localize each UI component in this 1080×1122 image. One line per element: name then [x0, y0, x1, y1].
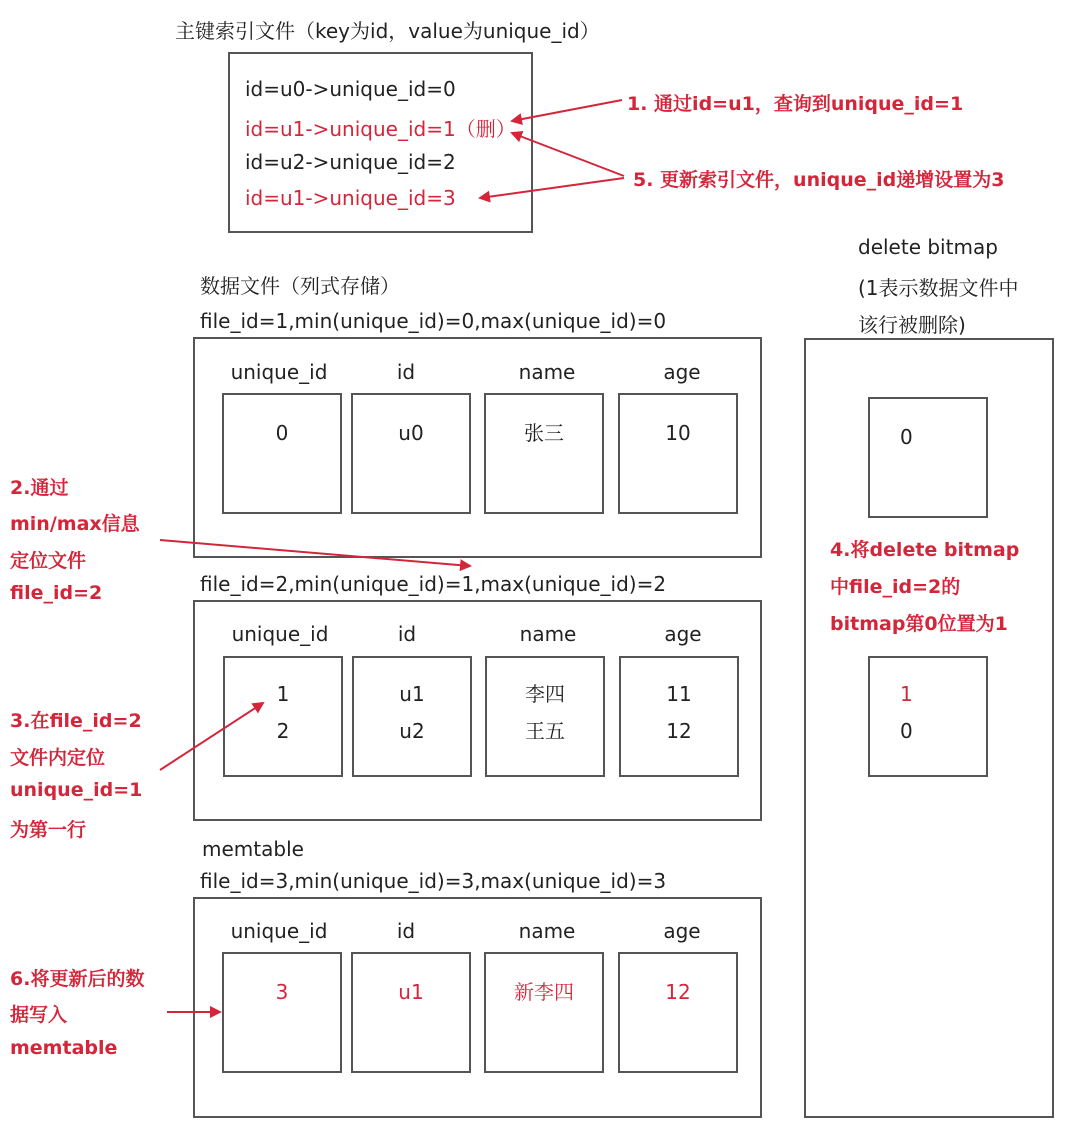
data-file-title: 数据文件（列式存储） [200, 274, 400, 298]
file2-cell-age: 11 12 [619, 656, 739, 777]
index-line-1: id=u1->unique_id=1（删） [245, 117, 516, 141]
note-step2-line2: 定位文件 [10, 550, 87, 572]
arrow-step2 [160, 540, 470, 566]
file1-header-age: age [663, 360, 701, 384]
note-step2-line0: 2.通过 [10, 477, 69, 499]
file2-header-name: name [519, 622, 577, 646]
note-step3-line3: 为第一行 [10, 819, 87, 841]
bitmap-file2-cell: 1 0 [868, 656, 988, 777]
bitmap-title-1: (1表示数据文件中 [858, 276, 1019, 300]
note-step6-line2: memtable [10, 1037, 118, 1059]
memtable-cell-age: 12 [618, 952, 738, 1073]
arrow-step1 [512, 100, 622, 121]
file2-header-age: age [664, 622, 702, 646]
file1-cell-age: 10 [618, 393, 738, 514]
note-step3-line0: 3.在file_id=2 [10, 710, 142, 732]
file1-header-unique-id: unique_id [230, 360, 328, 384]
note-step4-line1: 中file_id=2的 [830, 576, 961, 598]
arrow-step3 [160, 703, 263, 770]
file1-label: file_id=1,min(unique_id)=0,max(unique_id)=0 [200, 309, 667, 333]
file1-cell-id: u0 [351, 393, 471, 514]
note-step6-line1: 据写入 [10, 1004, 68, 1026]
index-line-0: id=u0->unique_id=0 [245, 77, 456, 101]
memtable-header-name: name [518, 919, 576, 943]
file1-header-name: name [518, 360, 576, 384]
note-step3-line2: unique_id=1 [10, 779, 143, 801]
file2-header-unique-id: unique_id [231, 622, 329, 646]
note-step4-line0: 4.将delete bitmap [830, 539, 1020, 561]
index-file-title: 主键索引文件（key为id，value为unique_id） [175, 19, 600, 43]
note-step6-line0: 6.将更新后的数 [10, 968, 145, 990]
file1-cell-name: 张三 [484, 393, 604, 514]
note-step4-line2: bitmap第0位置为1 [830, 613, 1008, 635]
memtable-header-id: id [396, 919, 416, 943]
memtable-cell-name: 新李四 [484, 952, 604, 1073]
file2-cell-id: u1 u2 [352, 656, 472, 777]
memtable-header-age: age [663, 919, 701, 943]
file1-cell-unique-id: 0 [222, 393, 342, 514]
memtable-cell-id: u1 [351, 952, 471, 1073]
note-step2-line1: min/max信息 [10, 513, 140, 535]
bitmap-title-2: 该行被删除) [858, 313, 966, 337]
index-line-2: id=u2->unique_id=2 [245, 150, 456, 174]
bitmap-title-0: delete bitmap [858, 235, 998, 259]
note-step3-line1: 文件内定位 [10, 747, 106, 769]
file2-label: file_id=2,min(unique_id)=1,max(unique_id)=2 [200, 572, 667, 596]
arrow-step5-lower [480, 178, 624, 198]
memtable-header-unique-id: unique_id [230, 919, 328, 943]
file2-cell-name: 李四 王五 [485, 656, 605, 777]
bitmap-file1-cell: 0 [868, 397, 988, 518]
memtable-label: file_id=3,min(unique_id)=3,max(unique_id)=3 [200, 869, 667, 893]
memtable-title: memtable [202, 837, 304, 861]
index-line-3: id=u1->unique_id=3 [245, 186, 456, 210]
memtable-cell-unique-id: 3 [222, 952, 342, 1073]
note-step2-line3: file_id=2 [10, 582, 103, 604]
file2-header-id: id [397, 622, 417, 646]
file2-cell-unique-id: 1 2 [223, 656, 343, 777]
arrow-step5-upper [512, 133, 624, 176]
note-step1: 1. 通过id=u1，查询到unique_id=1 [627, 93, 964, 115]
file1-header-id: id [396, 360, 416, 384]
note-step5: 5. 更新索引文件，unique_id递增设置为3 [633, 169, 1005, 191]
